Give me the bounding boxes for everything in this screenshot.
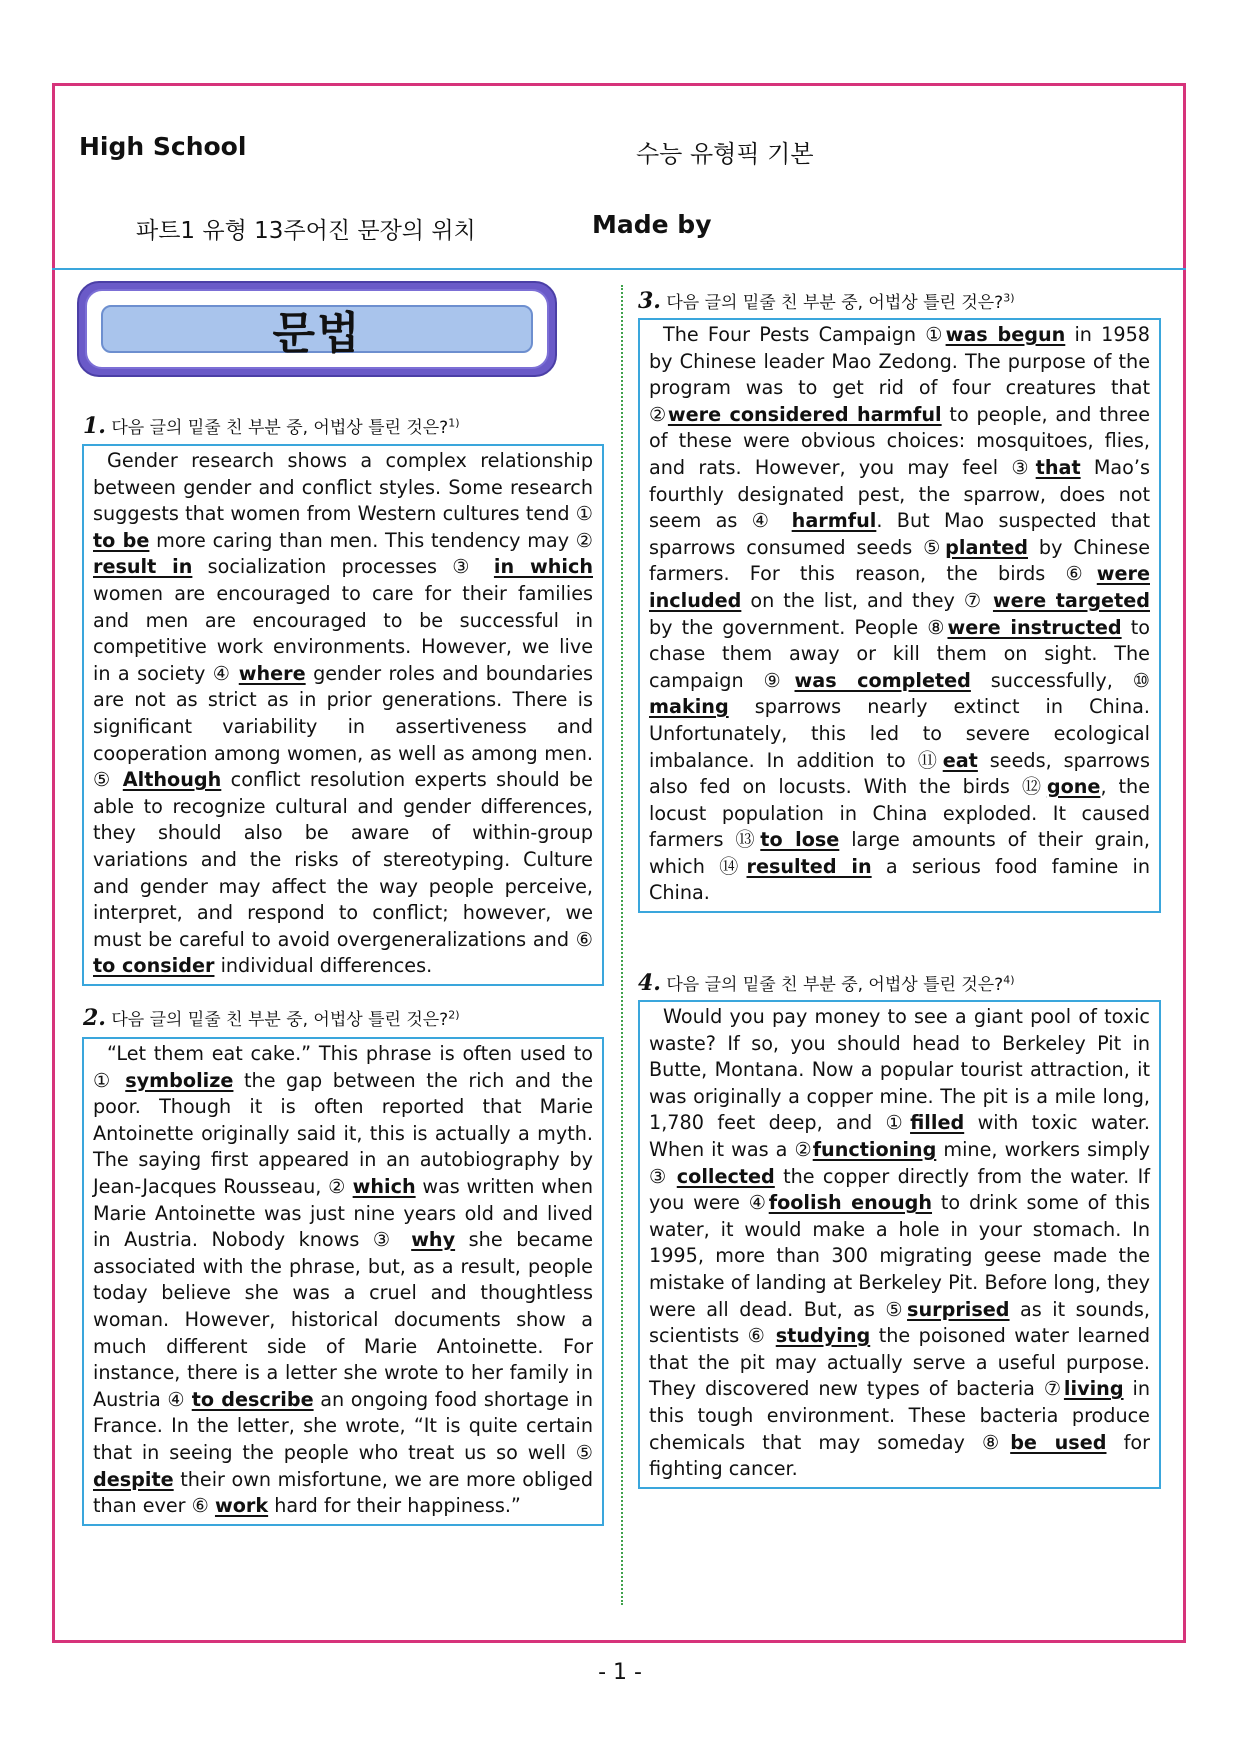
underlined-choice: was begun bbox=[945, 323, 1066, 346]
question-prompt: 다음 글의 밑줄 친 부분 중, 어법상 틀린 것은? bbox=[666, 975, 1004, 995]
underlined-choice: Although bbox=[122, 768, 222, 792]
underlined-choice: planted bbox=[945, 535, 1028, 559]
underlined-choice: eat bbox=[942, 748, 978, 772]
passage-segment: more caring than men. This tendency may ② bbox=[149, 528, 593, 552]
passage-segment: in 1958 by Chinese leader Mao Zedong. The purpose of the program was to get rid of four creatures that ② bbox=[649, 323, 1151, 426]
column-divider bbox=[621, 285, 623, 1605]
underlined-choice: despite bbox=[93, 1467, 174, 1491]
question-prompt: 다음 글의 밑줄 친 부분 중, 어법상 틀린 것은? bbox=[666, 293, 1004, 313]
passage-segment: women are encouraged to care for their families and men are encouraged to be successful in competitive work environments. However, we live in a society ④ bbox=[93, 581, 593, 685]
underlined-choice: be used bbox=[1010, 1430, 1107, 1454]
question-2-title bbox=[83, 1005, 460, 1031]
underlined-choice: were considered harmful bbox=[667, 402, 942, 426]
underlined-choice: which bbox=[352, 1174, 416, 1198]
passage-segment: socialization processes ③ bbox=[192, 555, 494, 579]
passage-segment: as it sounds, scientists ⑥ bbox=[649, 1297, 1150, 1348]
underlined-choice: were targeted bbox=[992, 588, 1150, 612]
passage-segment: to people, and three of these were obvious choices: mosquitoes, flies, and rats. However, you may feel ③ bbox=[649, 402, 1151, 479]
underlined-choice: symbolize bbox=[125, 1068, 234, 1092]
underlined-choice: why bbox=[411, 1228, 456, 1252]
passage-segment: successfully, ⑩ bbox=[970, 668, 1150, 692]
underlined-choice: making bbox=[649, 695, 729, 719]
passage-segment: , the locust population in China exploded. It caused farmers ⑬ bbox=[649, 775, 1150, 852]
underlined-choice: harmful bbox=[791, 509, 877, 533]
question-4-passage bbox=[638, 1000, 1161, 1489]
question-number: 4. bbox=[638, 970, 661, 996]
question-number: 2. bbox=[83, 1005, 106, 1031]
question-prompt: 다음 글의 밑줄 친 부분 중, 어법상 틀린 것은? bbox=[111, 418, 449, 438]
underlined-choice: living bbox=[1063, 1377, 1124, 1401]
passage-segment: “Let them eat cake.” This phrase is often used to ① bbox=[93, 1042, 593, 1092]
underlined-choice: work bbox=[214, 1494, 269, 1518]
underlined-choice: to consider bbox=[93, 954, 215, 978]
passage-segment: Mao’s fourthly designated pest, the sparrow, does not seem as ④ bbox=[649, 455, 1151, 533]
passage-segment: The Four Pests Campaign ① bbox=[663, 323, 946, 346]
passage-text bbox=[93, 1041, 593, 1520]
footnote-ref: 4) bbox=[1003, 973, 1015, 987]
underlined-choice: result in bbox=[93, 555, 193, 579]
underlined-choice: collected bbox=[676, 1164, 775, 1188]
underlined-choice: to lose bbox=[760, 828, 840, 852]
question-4-title bbox=[638, 970, 1015, 996]
underlined-choice: filled bbox=[910, 1111, 965, 1135]
header-made-by: Made by bbox=[592, 210, 712, 239]
passage-segment: by the government. People ⑧ bbox=[649, 615, 948, 639]
passage-segment: Would you pay money to see a giant pool of toxic waste? If so, you should head to Berkeley Pit in Butte, Montana. Now a popular tourist attraction, it was originally a copper mine. The pit is a mile long, 1,780 feet deep, and ① bbox=[649, 1005, 1150, 1135]
underlined-choice: functioning bbox=[812, 1137, 937, 1161]
question-number: 1. bbox=[83, 413, 106, 439]
passage-segment: was written when Marie Antoinette was just nine years old and lived in Austria. Nobody knows ③ bbox=[93, 1174, 593, 1252]
footnote-ref: 1) bbox=[448, 416, 460, 430]
footnote-ref: 3) bbox=[1003, 291, 1015, 305]
underlined-choice: studying bbox=[775, 1324, 871, 1348]
passage-segment: mine, workers simply ③ bbox=[649, 1137, 1150, 1188]
passage-segment: the gap between the rich and the poor. Though it is often reported that Marie Antoinette originally said it, this is actually a myth. The saying first appeared in an autobiography by Jean-Jacques Rousseau, ② bbox=[93, 1068, 593, 1198]
question-number: 3. bbox=[638, 288, 661, 314]
passage-segment: the poisoned water learned that the pit may actually serve a useful purpose. They discovered new types of bacteria ⑦ bbox=[649, 1324, 1150, 1401]
passage-segment: with toxic water. When it was a ② bbox=[649, 1111, 1150, 1161]
passage-segment: . But Mao suspected that sparrows consumed seeds ⑤ bbox=[649, 509, 1150, 559]
question-prompt: 다음 글의 밑줄 친 부분 중, 어법상 틀린 것은? bbox=[111, 1010, 449, 1030]
underlined-choice: resulted in bbox=[746, 854, 872, 878]
header-school: High School bbox=[79, 132, 247, 161]
passage-segment: large amounts of their grain, which ⑭ bbox=[649, 828, 1150, 878]
passage-segment: individual differences. bbox=[214, 954, 433, 978]
underlined-choice: were included bbox=[649, 562, 1150, 612]
passage-segment: she became associated with the phrase, but, as a result, people today believe she was a cruel and thoughtless woman. However, historical documents show a much different side of Marie Antoinette. For instance, there is a letter she wrote to her family in Austria ④ bbox=[93, 1228, 593, 1411]
passage-segment: conflict resolution experts should be able to recognize cultural and gender differences, they should also be aware of within-group variations and the risks of stereotyping. Culture and gender may affect the way people perceive, interpret, and respond to conflict; however, we must be careful to avoid overgeneralizations and ⑥ bbox=[93, 768, 593, 951]
underlined-choice: that bbox=[1035, 455, 1081, 479]
question-2-passage bbox=[82, 1037, 604, 1526]
passage-segment: Gender research shows a complex relationship between gender and conflict styles. Some research suggests that women from Western cultures tend ① bbox=[93, 449, 593, 526]
underlined-choice: in which bbox=[493, 555, 593, 579]
section-badge bbox=[77, 281, 557, 377]
passage-segment: in this tough environment. These bacteria produce chemicals that may someday ⑧ bbox=[649, 1377, 1150, 1454]
passage-segment: on the list, and they ⑦ bbox=[741, 588, 993, 612]
question-1-title bbox=[83, 413, 460, 439]
passage-segment: the copper directly from the water. If you were ④ bbox=[649, 1164, 1151, 1215]
passage-segment: sparrows nearly extinct in China. Unfortunately, this led to severe ecological imbalance. In addition to ⑪ bbox=[649, 695, 1150, 772]
question-3-title bbox=[638, 288, 1015, 314]
passage-segment: seeds, sparrows also fed on locusts. With the birds ⑫ bbox=[649, 748, 1150, 799]
header-part-title: 파트1 유형 13주어진 문장의 위치 bbox=[136, 218, 476, 244]
passage-segment: to chase them away or kill them on sight. The campaign ⑨ bbox=[649, 615, 1150, 692]
header-divider bbox=[52, 268, 1186, 270]
passage-text bbox=[649, 322, 1150, 907]
passage-segment: for fighting cancer. bbox=[649, 1430, 1150, 1481]
section-badge-label: 문법 bbox=[272, 308, 362, 359]
passage-text bbox=[649, 1004, 1150, 1483]
underlined-choice: to be bbox=[93, 528, 150, 552]
passage-segment: by Chinese farmers. For this reason, the birds ⑥ bbox=[649, 535, 1150, 586]
underlined-choice: to describe bbox=[191, 1387, 314, 1411]
passage-segment: gender roles and boundaries are not as strict as in prior generations. There is significant variability in assertiveness and cooperation among women, as well as among men. ⑤ bbox=[93, 661, 593, 792]
underlined-choice: gone bbox=[1046, 775, 1101, 799]
passage-segment: a serious food famine in China. bbox=[649, 854, 1150, 905]
question-1-passage bbox=[82, 444, 604, 986]
question-3-passage bbox=[638, 318, 1161, 913]
passage-text bbox=[93, 448, 593, 980]
underlined-choice: surprised bbox=[907, 1297, 1010, 1321]
passage-segment: hard for their happiness.” bbox=[268, 1494, 521, 1518]
page-number: - 1 - bbox=[598, 1660, 642, 1685]
underlined-choice: were instructed bbox=[947, 615, 1122, 639]
header-series: 수능 유형픽 기본 bbox=[636, 140, 814, 168]
underlined-choice: foolish enough bbox=[768, 1191, 933, 1215]
passage-segment: to drink some of this water, it would make a hole in your stomach. In 1995, more than 300 migrating geese made the mistake of landing at Berkeley Pit. Before long, they were all dead. But, as ⑤ bbox=[649, 1191, 1150, 1321]
passage-segment: their own misfortune, we are more obliged than ever ⑥ bbox=[93, 1467, 593, 1518]
passage-segment: an ongoing food shortage in France. In the letter, she wrote, “It is quite certain that in seeing the people who treat us so well ⑤ bbox=[93, 1387, 593, 1464]
underlined-choice: where bbox=[238, 661, 306, 685]
footnote-ref: 2) bbox=[448, 1008, 460, 1022]
underlined-choice: was completed bbox=[794, 668, 971, 692]
